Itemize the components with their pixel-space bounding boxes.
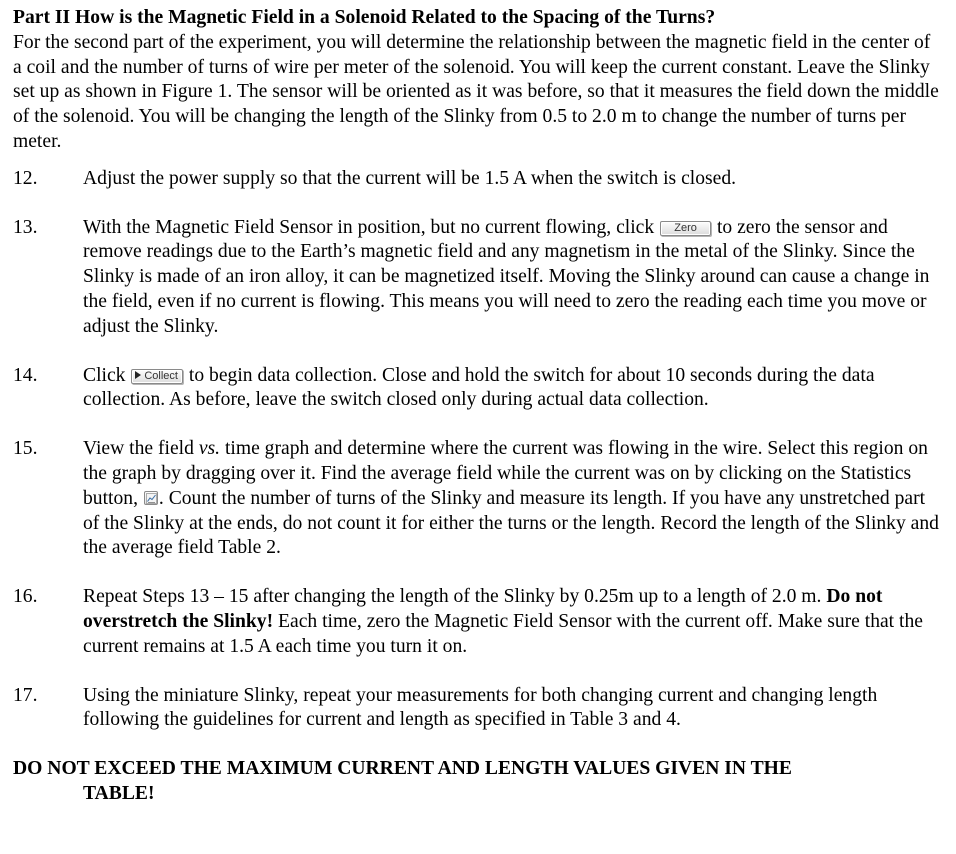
collect-button-label: Collect	[144, 369, 178, 382]
step-text: Using the miniature Slinky, repeat your measurements for both changing current and changing length following the guidelines for current and length as specified in Table 3 and 4.	[83, 684, 878, 731]
step-text-after: to zero the sensor and remove readings due to the Earth’s magnetic field and any magnetism in the metal of the Slinky. Since the Slinky is made of an iron alloy, it can be magnetized itself. Moving the Slinky around can cause a change in the field, even if no current is flowing. This means you will need to zero the reading each time you move or adjust the Slinky.	[83, 216, 930, 337]
step-text	[83, 364, 942, 414]
step-text-after: Each time, zero the Magnetic Field Sensor with the current off. Make sure that the current remains at 1.5 A each time you turn it on.	[83, 610, 923, 657]
step-17	[13, 684, 942, 734]
warning-line-2: TABLE!	[83, 782, 155, 804]
step-12	[13, 167, 942, 192]
step-number: 14.	[13, 364, 38, 386]
step-text	[83, 437, 942, 561]
overstretch-warning: Do not overstretch the Slinky!	[83, 586, 883, 632]
warning-text	[13, 757, 942, 807]
section-heading: Part II How is the Magnetic Field in a Solenoid Related to the Spacing of the Turns?	[13, 7, 716, 28]
vs-italic: vs.	[198, 438, 221, 460]
step-number: 13.	[13, 216, 38, 238]
zero-button[interactable]: Zero	[660, 221, 711, 236]
step-text-before: With the Magnetic Field Sensor in position, but no current flowing, click	[83, 216, 655, 238]
step-number: 16.	[13, 586, 38, 608]
intro-paragraph: For the second part of the experiment, you will determine the relationship between the magnetic field in the center of a coil and the number of turns of wire per meter of the solenoid. You will keep the current constant. Leave the Slinky set up as shown in Figure 1. The sensor will be oriented as it was before, so that it measures the field down the middle of the solenoid. You will be changing the length of the Slinky from 0.5 to 2.0 m to change the number of turns per meter.	[13, 31, 939, 152]
step-text	[83, 585, 942, 659]
warning-line-1: DO NOT EXCEED THE MAXIMUM CURRENT AND LENGTH VALUES GIVEN IN THE	[13, 758, 792, 780]
step-text-before: Repeat Steps 13 – 15 after changing the length of the Slinky by 0.25m up to a length of 2.0 m.	[83, 586, 822, 608]
step-16	[13, 585, 942, 659]
play-icon	[135, 371, 141, 379]
step-text-after: to begin data collection. Close and hold the switch for about 10 seconds during the data collection. As before, leave the switch closed only during actual data collection.	[83, 364, 875, 411]
step-13	[13, 216, 942, 340]
statistics-icon[interactable]	[144, 491, 158, 505]
step-text-middle: time graph and determine where the current was flowing in the wire. Select this region on the graph by dragging over it. Find the average field while the current was on by clicking on the Statistics button,	[83, 438, 928, 509]
step-number: 12.	[13, 167, 38, 189]
step-15	[13, 437, 942, 561]
step-number: 15.	[13, 438, 38, 460]
step-14	[13, 364, 942, 414]
step-text	[83, 216, 942, 340]
step-text-after: . Count the number of turns of the Slinky and measure its length. If you have any unstretched part of the Slinky at the ends, do not count it for either the turns or the length. Record the length of the Slinky and the average field Table 2.	[83, 487, 939, 559]
step-text-before: Click	[83, 364, 126, 386]
step-number: 17.	[13, 684, 38, 706]
step-text: Adjust the power supply so that the current will be 1.5 A when the switch is closed.	[83, 167, 737, 189]
step-text-before: View the field	[83, 438, 194, 460]
collect-button[interactable]	[131, 369, 183, 384]
